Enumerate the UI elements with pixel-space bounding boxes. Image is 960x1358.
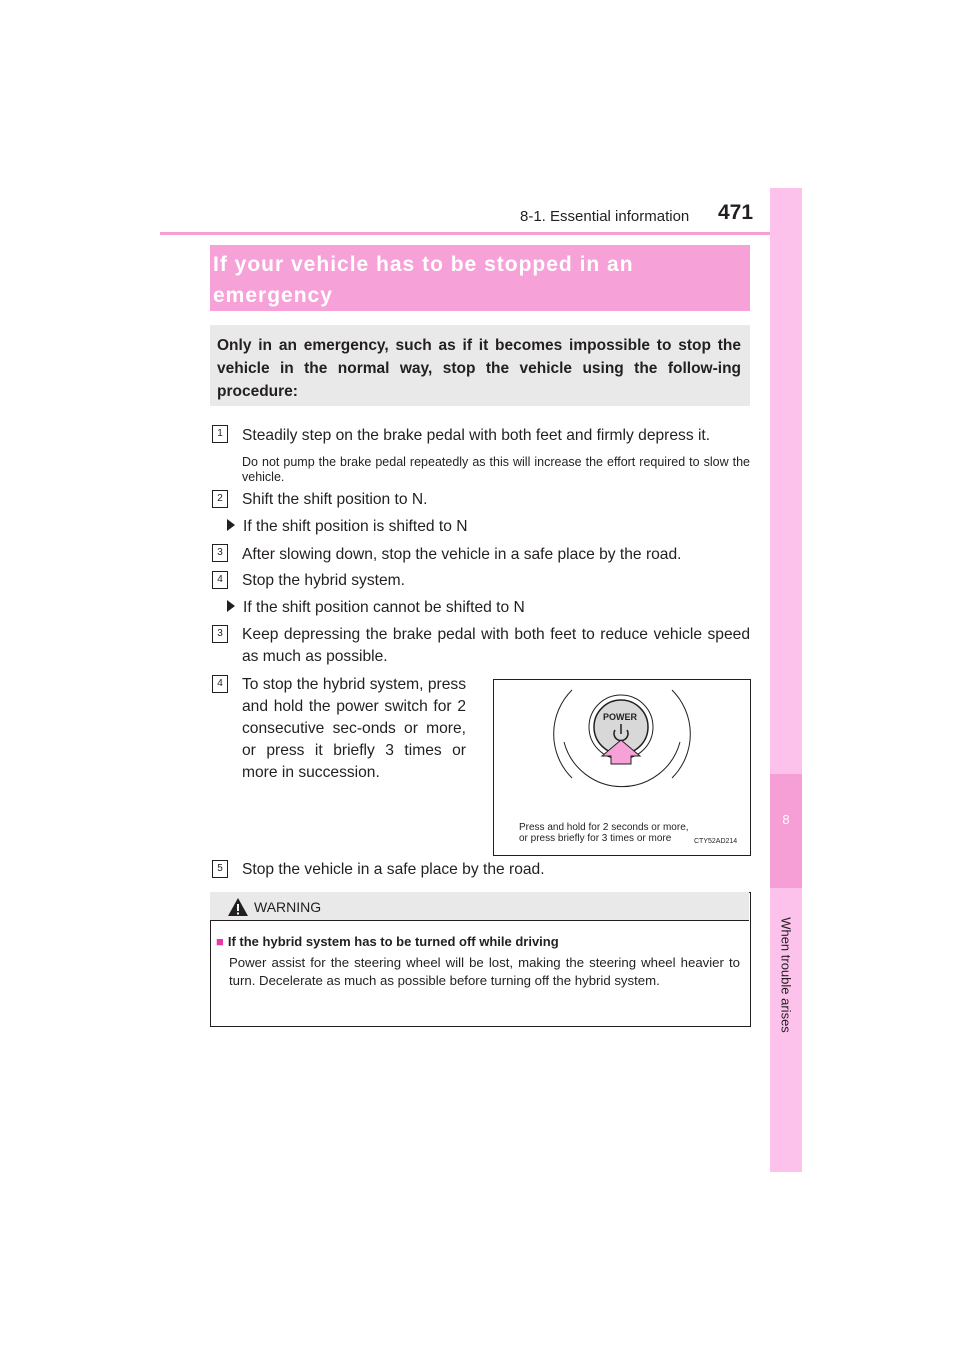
page-title-line2: emergency: [213, 284, 333, 307]
page-number: 471: [718, 201, 754, 224]
triangle-bullet-icon: [227, 519, 235, 531]
step-number: 4: [212, 571, 228, 589]
intro-text: Only in an emergency, such as if it becomes impossible to stop the vehicle in the normal way, stop the vehicle using the follow-ing procedure:: [217, 337, 741, 400]
header-rule: [160, 232, 802, 235]
step-text: Keep depressing the brake pedal with both feet to reduce vehicle speed as much as possible.: [242, 626, 750, 665]
step-number: 5: [212, 860, 228, 878]
page-title: [213, 249, 743, 311]
square-bullet-icon: ■: [216, 934, 224, 949]
warning-subtitle: [216, 934, 559, 949]
step-text: Stop the vehicle in a safe place by the road.: [242, 861, 545, 878]
figure-code: CTY52AD214: [694, 838, 738, 845]
step-number: 3: [212, 544, 228, 562]
step-text: After slowing down, stop the vehicle in a safe place by the road.: [242, 546, 682, 563]
step-number: 3: [212, 625, 228, 643]
branch-heading: [227, 516, 468, 538]
figure-caption-line1: Press and hold for 2 seconds or more,: [519, 822, 689, 833]
chapter-number: 8: [782, 812, 790, 827]
section-title: 8-1. Essential information: [520, 208, 690, 225]
warning-body: Power assist for the steering wheel will be lost, making the steering wheel heavier to turn. Decelerate as much as possible before turning off the hybrid system.: [229, 955, 740, 988]
step-number: 1: [212, 425, 228, 443]
figure-caption: [519, 822, 689, 844]
branch-heading-text: If the shift position cannot be shifted to N: [243, 599, 525, 616]
step-text: Steadily step on the brake pedal with both feet and firmly depress it.: [242, 427, 711, 444]
step-text: To stop the hybrid system, press and hold the power switch for 2 consecutive sec-onds or more, or press it briefly 3 times or more in succession.: [242, 676, 466, 781]
warning-icon: [227, 897, 249, 917]
branch-heading: [227, 597, 525, 619]
figure-caption-line2: or press briefly for 3 times or more: [519, 833, 672, 844]
step-note: Do not pump the brake pedal repeatedly as this will increase the effort required to slow the vehicle.: [242, 455, 750, 484]
warning-subtitle-text: If the hybrid system has to be turned off while driving: [227, 934, 559, 949]
power-button-label: POWER: [603, 712, 638, 722]
step-text: Shift the shift position to N.: [242, 491, 428, 508]
chapter-number-box: [770, 774, 802, 888]
warning-label: WARNING: [254, 899, 322, 915]
branch-heading-text: If the shift position is shifted to N: [243, 518, 468, 535]
chapter-label: When trouble arises: [778, 917, 794, 1033]
step-number: 2: [212, 490, 228, 508]
step-text: Stop the hybrid system.: [242, 572, 405, 589]
page-title-line1: If your vehicle has to be stopped in an: [213, 253, 634, 276]
step-number: 4: [212, 675, 228, 693]
triangle-bullet-icon: [227, 600, 235, 612]
